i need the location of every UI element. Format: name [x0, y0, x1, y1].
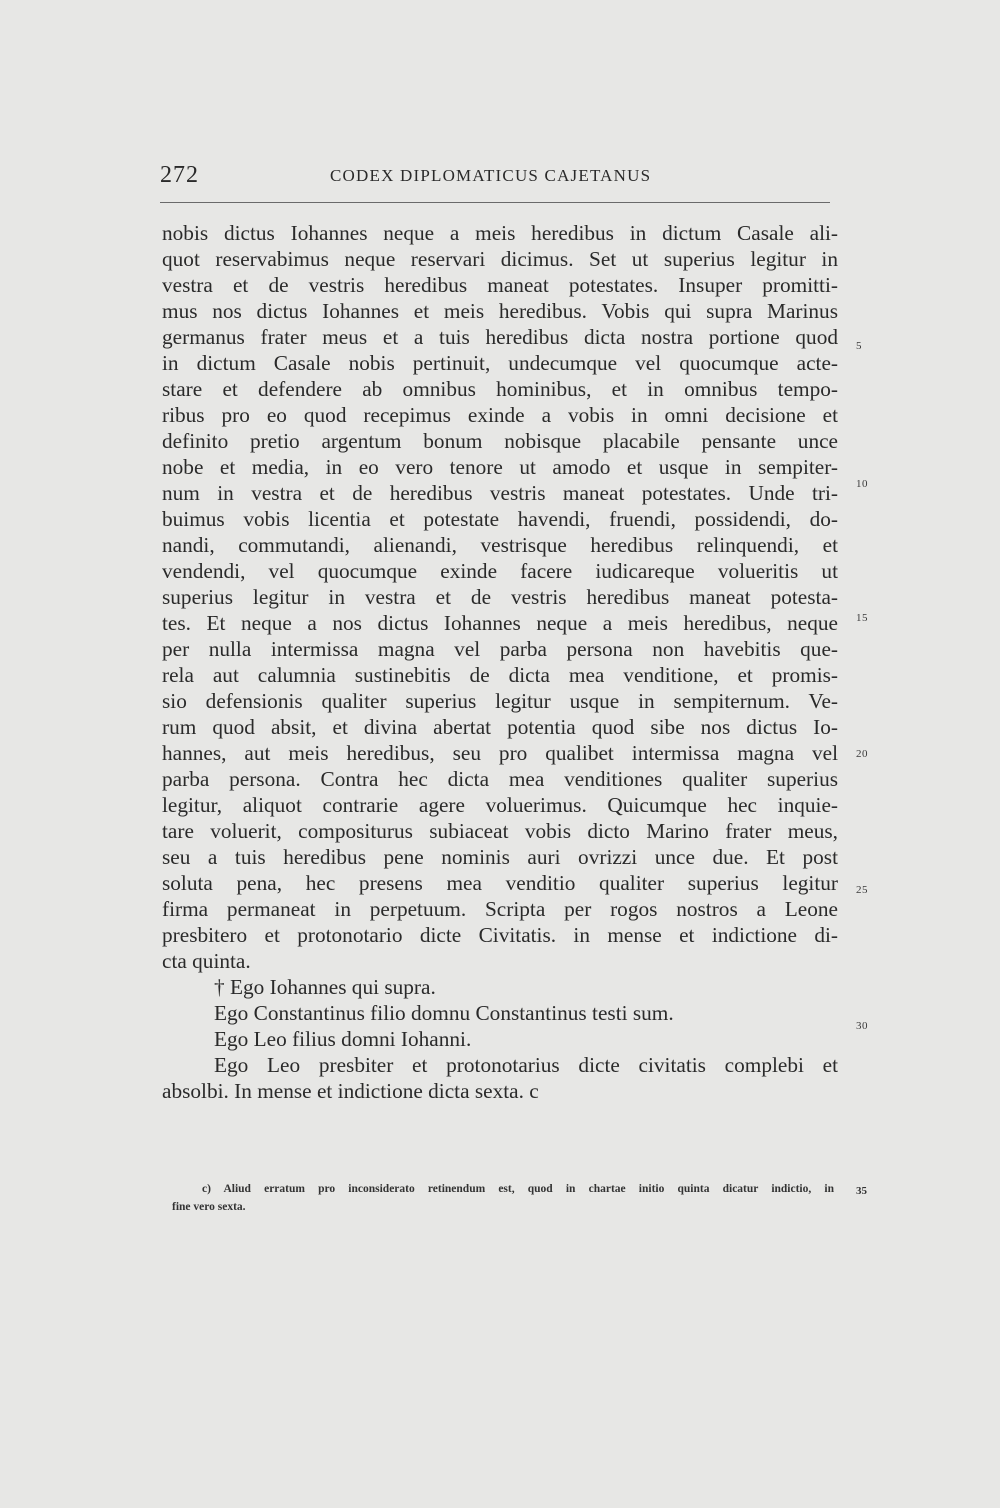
- text-line: tes. Et neque a nos dictus Iohannes neque a meis heredibus, neque: [162, 611, 838, 635]
- text-line: presbitero et protonotario dicte Civitatis. in mense et indictione di-: [162, 923, 838, 947]
- line-number: 5: [856, 340, 862, 352]
- signature-line: Ego Constantinus filio domnu Constantinus testi sum.: [214, 1001, 674, 1025]
- page-header: [160, 162, 830, 192]
- text-line: tare voluerit, compositurus subiaceat vobis dicto Marino frater meus,: [162, 819, 838, 843]
- line-number: 30: [856, 1020, 868, 1032]
- text-line: sio defensionis qualiter superius legitur usque in sempiternum. Ve-: [162, 689, 838, 713]
- text-line: ribus pro eo quod recepimus exinde a vobis in omni decisione et: [162, 403, 838, 427]
- charter-text: [162, 220, 838, 1104]
- page-number: 272: [160, 162, 199, 188]
- text-line: vendendi, vel quocumque exinde facere iudicareque volueritis ut: [162, 559, 838, 583]
- footnote: [172, 1180, 834, 1216]
- text-line: firma permaneat in perpetuum. Scripta per rogos nostros a Leone: [162, 897, 838, 921]
- text-line: num in vestra et de heredibus vestris maneat potestates. Unde tri-: [162, 481, 838, 505]
- footnote-line: fine vero sexta.: [172, 1201, 246, 1213]
- text-line: absolbi. In mense et indictione dicta sexta. c: [162, 1079, 539, 1103]
- text-line: germanus frater meus et a tuis heredibus dicta nostra portione quod: [162, 325, 838, 349]
- text-line: nandi, commutandi, alienandi, vestrisque heredibus relinquendi, et: [162, 533, 838, 557]
- text-line: seu a tuis heredibus pene nominis auri ovrizzi unce due. Et post: [162, 845, 838, 869]
- text-line: in dictum Casale nobis pertinuit, undecumque vel quocumque acte-: [162, 351, 838, 375]
- text-line: buimus vobis licentia et potestate havendi, fruendi, possidendi, do-: [162, 507, 838, 531]
- signature-line: † Ego Iohannes qui supra.: [214, 975, 436, 999]
- text-line: per nulla intermissa magna vel parba persona non havebitis que-: [162, 637, 838, 661]
- text-line: rum quod absit, et divina abertat potentia quod sibe nos dictus Io-: [162, 715, 838, 739]
- text-line: mus nos dictus Iohannes et meis heredibus. Vobis qui supra Marinus: [162, 299, 838, 323]
- text-line: soluta pena, hec presens mea venditio qualiter superius legitur: [162, 871, 838, 895]
- text-line: quot reservabimus neque reservari dicimus. Set ut superius legitur in: [162, 247, 838, 271]
- text-line: legitur, aliquot contrarie agere voluerimus. Quicumque hec inquie-: [162, 793, 838, 817]
- line-number: 20: [856, 748, 868, 760]
- running-title: CODEX DIPLOMATICUS CAJETANUS: [330, 166, 652, 185]
- line-number: 25: [856, 884, 868, 896]
- line-number: 15: [856, 612, 868, 624]
- signature-line: Ego Leo filius domni Iohanni.: [214, 1027, 472, 1051]
- text-line: hannes, aut meis heredibus, seu pro qualibet intermissa magna vel: [162, 741, 838, 765]
- header-rule: [160, 202, 830, 203]
- text-line: definito pretio argentum bonum nobisque placabile pensante unce: [162, 429, 838, 453]
- text-line: stare et defendere ab omnibus hominibus, et in omnibus tempo-: [162, 377, 838, 401]
- line-number: 35: [856, 1185, 867, 1197]
- text-line: nobis dictus Iohannes neque a meis heredibus in dictum Casale ali-: [162, 221, 838, 245]
- text-line: nobe et media, in eo vero tenore ut amodo et usque in sempiter-: [162, 455, 838, 479]
- text-line: vestra et de vestris heredibus maneat potestates. Insuper promitti-: [162, 273, 838, 297]
- footnote-line: c) Aliud erratum pro inconsiderato retinendum est, quod in chartae initio quinta dicatur indictio, in: [202, 1183, 834, 1195]
- line-number: 10: [856, 478, 868, 490]
- text-line: superius legitur in vestra et de vestris heredibus maneat potesta-: [162, 585, 838, 609]
- text-line: rela aut calumnia sustinebitis de dicta mea venditione, et promis-: [162, 663, 838, 687]
- text-line: cta quinta.: [162, 949, 251, 973]
- signature-line: Ego Leo presbiter et protonotarius dicte civitatis complebi et: [214, 1053, 838, 1077]
- text-line: parba persona. Contra hec dicta mea venditiones qualiter superius: [162, 767, 838, 791]
